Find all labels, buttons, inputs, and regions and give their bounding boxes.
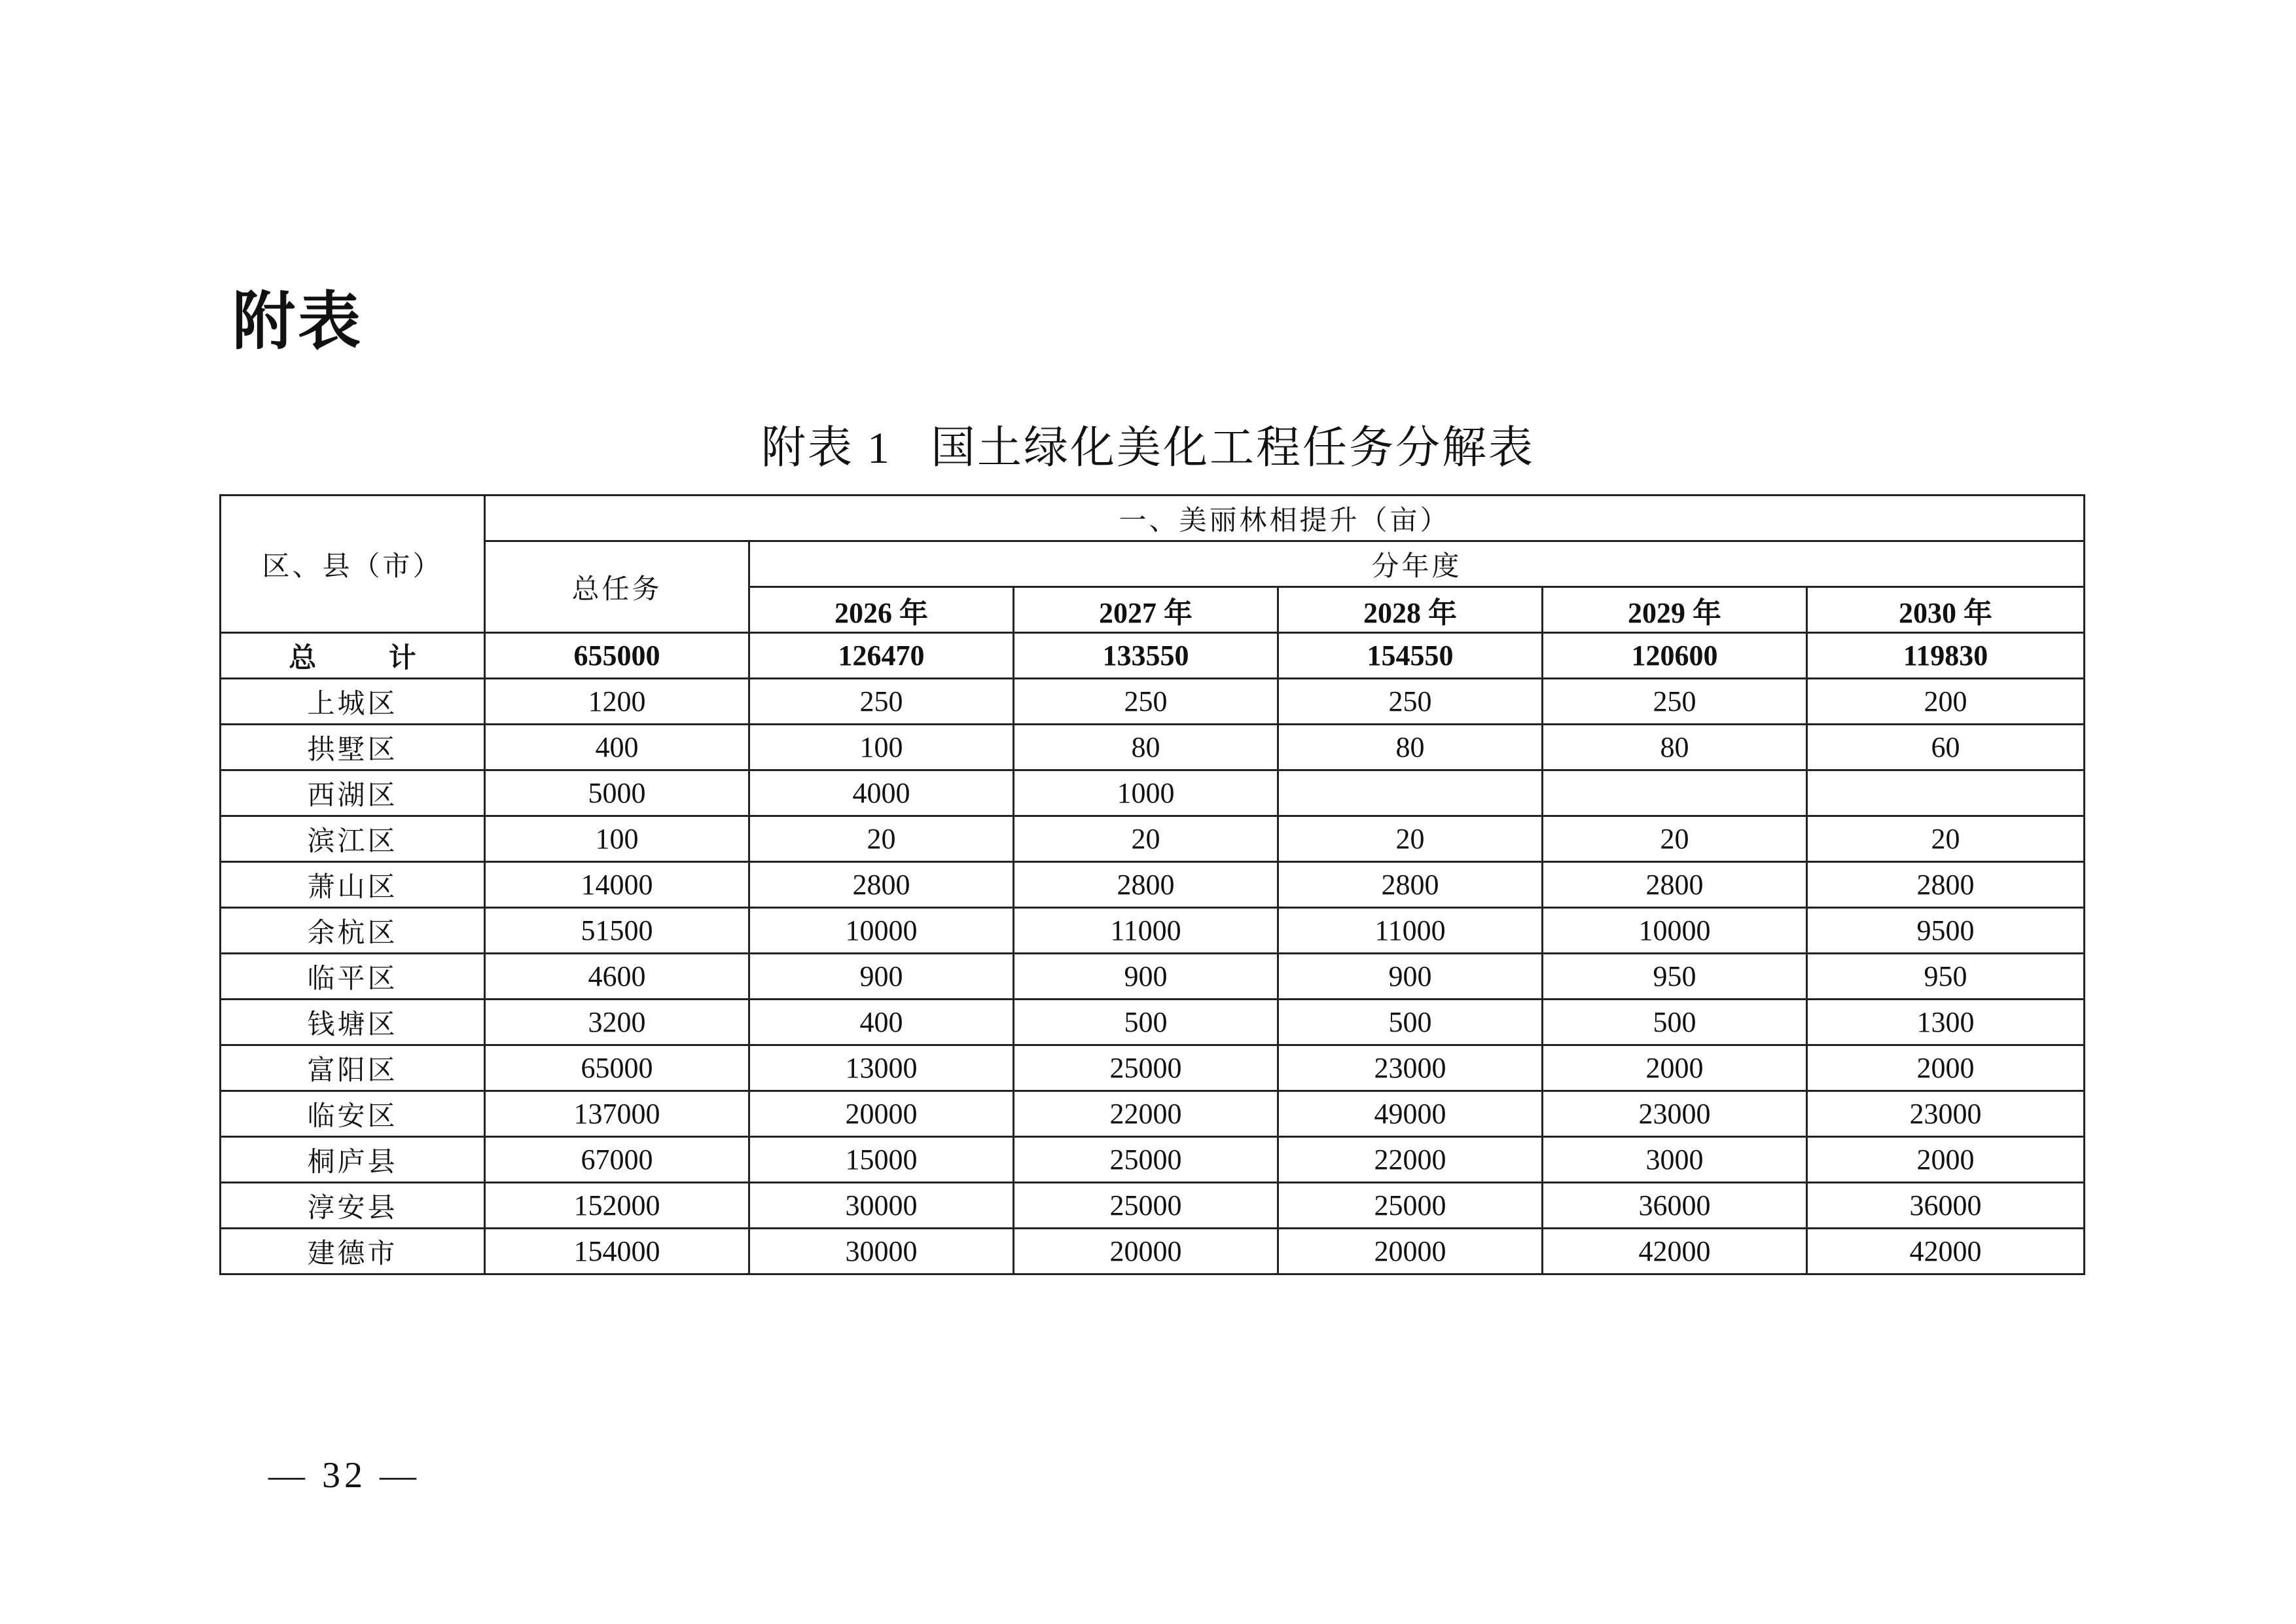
value-cell: 250 (1278, 679, 1543, 725)
value-cell: 20000 (1014, 1229, 1278, 1274)
value-cell: 49000 (1278, 1091, 1543, 1137)
value-cell: 25000 (1014, 1137, 1278, 1183)
value-cell: 500 (1014, 1000, 1278, 1045)
value-cell: 25000 (1014, 1183, 1278, 1229)
value-cell: 3200 (485, 1000, 749, 1045)
value-cell: 15000 (749, 1137, 1014, 1183)
header-year: 2028 年 (1278, 587, 1543, 633)
header-region: 区、县（市） (221, 496, 485, 633)
value-cell: 250 (749, 679, 1014, 725)
value-cell: 1200 (485, 679, 749, 725)
table-row (221, 1183, 2085, 1229)
value-cell: 14000 (485, 862, 749, 908)
header-year: 2026 年 (749, 587, 1014, 633)
value-cell: 2800 (1014, 862, 1278, 908)
value-cell: 11000 (1278, 908, 1543, 954)
value-cell: 80 (1014, 725, 1278, 770)
value-cell: 250 (1543, 679, 1807, 725)
value-cell: 3000 (1543, 1137, 1807, 1183)
table-row (221, 1091, 2085, 1137)
value-cell: 950 (1543, 954, 1807, 1000)
value-cell: 200 (1807, 679, 2085, 725)
region-cell: 萧山区 (221, 862, 485, 908)
total-label (221, 633, 485, 679)
value-cell: 20000 (749, 1091, 1014, 1137)
value-cell: 80 (1543, 725, 1807, 770)
value-cell: 100 (485, 816, 749, 862)
value-cell: 152000 (485, 1183, 749, 1229)
value-cell: 900 (749, 954, 1014, 1000)
value-cell: 10000 (1543, 908, 1807, 954)
total-row (221, 633, 2085, 679)
value-cell: 500 (1543, 1000, 1807, 1045)
value-cell: 2800 (1807, 862, 2085, 908)
table-row (221, 679, 2085, 725)
value-cell: 22000 (1014, 1091, 1278, 1137)
table-row (221, 908, 2085, 954)
region-cell: 西湖区 (221, 770, 485, 816)
value-cell: 22000 (1278, 1137, 1543, 1183)
value-cell: 23000 (1278, 1045, 1543, 1091)
value-cell (1543, 770, 1807, 816)
value-cell: 20 (749, 816, 1014, 862)
value-cell: 42000 (1807, 1229, 2085, 1274)
value-cell: 65000 (485, 1045, 749, 1091)
value-cell: 154000 (485, 1229, 749, 1274)
total-cell: 655000 (485, 633, 749, 679)
value-cell: 20000 (1278, 1229, 1543, 1274)
region-cell: 桐庐县 (221, 1137, 485, 1183)
table-name: 国土绿化美化工程任务分解表 (931, 422, 1535, 474)
page-number: — 32 — (268, 1455, 420, 1496)
value-cell: 9500 (1807, 908, 2085, 954)
value-cell: 500 (1278, 1000, 1543, 1045)
value-cell: 250 (1014, 679, 1278, 725)
value-cell: 2000 (1543, 1045, 1807, 1091)
value-cell: 30000 (749, 1229, 1014, 1274)
value-cell: 1300 (1807, 1000, 2085, 1045)
value-cell: 2800 (749, 862, 1014, 908)
value-cell: 42000 (1543, 1229, 1807, 1274)
value-cell: 900 (1014, 954, 1278, 1000)
value-cell: 25000 (1278, 1183, 1543, 1229)
value-cell: 51500 (485, 908, 749, 954)
value-cell: 11000 (1014, 908, 1278, 954)
table-row (221, 725, 2085, 770)
value-cell (1807, 770, 2085, 816)
value-cell: 13000 (749, 1045, 1014, 1091)
value-cell: 20 (1278, 816, 1543, 862)
table-row (221, 1229, 2085, 1274)
table-row (221, 816, 2085, 862)
value-cell: 10000 (749, 908, 1014, 954)
region-cell: 富阳区 (221, 1045, 485, 1091)
total-cell: 133550 (1014, 633, 1278, 679)
total-cell: 126470 (749, 633, 1014, 679)
region-cell: 余杭区 (221, 908, 485, 954)
region-cell: 滨江区 (221, 816, 485, 862)
value-cell: 20 (1807, 816, 2085, 862)
header-total-task: 总任务 (485, 541, 749, 633)
value-cell: 30000 (749, 1183, 1014, 1229)
header-year: 2030 年 (1807, 587, 2085, 633)
value-cell: 2000 (1807, 1137, 2085, 1183)
table-row (221, 1137, 2085, 1183)
header-year: 2029 年 (1543, 587, 1807, 633)
value-cell: 4600 (485, 954, 749, 1000)
region-cell: 钱塘区 (221, 1000, 485, 1045)
value-cell: 2800 (1543, 862, 1807, 908)
value-cell: 23000 (1543, 1091, 1807, 1137)
value-cell: 25000 (1014, 1045, 1278, 1091)
value-cell: 1000 (1014, 770, 1278, 816)
value-cell: 20 (1543, 816, 1807, 862)
region-cell: 临安区 (221, 1091, 485, 1137)
region-cell: 临平区 (221, 954, 485, 1000)
value-cell: 400 (749, 1000, 1014, 1045)
value-cell: 950 (1807, 954, 2085, 1000)
table-row (221, 1000, 2085, 1045)
value-cell: 137000 (485, 1091, 749, 1137)
table-title (0, 412, 2296, 476)
total-cell: 154550 (1278, 633, 1543, 679)
value-cell: 100 (749, 725, 1014, 770)
value-cell: 2000 (1807, 1045, 2085, 1091)
value-cell: 36000 (1807, 1183, 2085, 1229)
header-by-year: 分年度 (749, 541, 2085, 587)
table-row (221, 770, 2085, 816)
header-row-group (221, 496, 2085, 541)
value-cell: 2800 (1278, 862, 1543, 908)
region-cell: 上城区 (221, 679, 485, 725)
value-cell: 80 (1278, 725, 1543, 770)
value-cell (1278, 770, 1543, 816)
value-cell: 23000 (1807, 1091, 2085, 1137)
region-cell: 淳安县 (221, 1183, 485, 1229)
task-breakdown-table (219, 494, 2085, 1275)
total-cell: 120600 (1543, 633, 1807, 679)
page-heading: 附表 (232, 285, 363, 358)
value-cell: 20 (1014, 816, 1278, 862)
header-group: 一、美丽林相提升（亩） (485, 496, 2085, 541)
total-cell: 119830 (1807, 633, 2085, 679)
region-cell: 拱墅区 (221, 725, 485, 770)
header-row-sub (221, 541, 2085, 587)
header-year: 2027 年 (1014, 587, 1278, 633)
value-cell: 36000 (1543, 1183, 1807, 1229)
table-number: 附表 1 (761, 423, 891, 473)
value-cell: 400 (485, 725, 749, 770)
region-cell: 建德市 (221, 1229, 485, 1274)
table-row (221, 862, 2085, 908)
table-row (221, 1045, 2085, 1091)
table-row (221, 954, 2085, 1000)
value-cell: 900 (1278, 954, 1543, 1000)
total-label-text: 总 计 (289, 641, 448, 674)
value-cell: 67000 (485, 1137, 749, 1183)
value-cell: 60 (1807, 725, 2085, 770)
value-cell: 5000 (485, 770, 749, 816)
value-cell: 4000 (749, 770, 1014, 816)
